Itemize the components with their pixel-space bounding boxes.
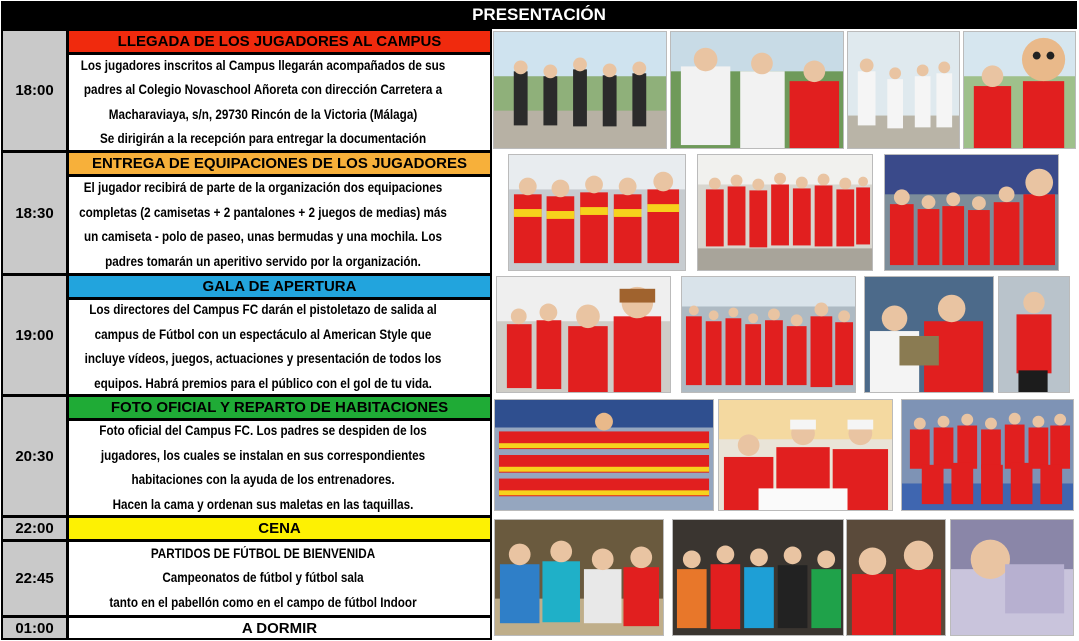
team-photo-icon [718,399,893,511]
description-line: jugadores, los cuales se instalan en sus correspondientes [100,447,426,463]
description-line: padres al Colegio Novaschool Añoreta con dirección Carretera a [83,82,443,97]
time-cell: 22:45 [1,540,68,617]
photo-strip-gala [492,274,1078,396]
description-line: Hacen la cama y ordenan sus maletas en las taquillas. [112,496,414,512]
arrival-photo-icon [963,31,1076,149]
description-line: completas (2 camisetas + 2 pantalones + 2 juegos de medias) más [79,204,447,220]
description-line: Los directores del Campus FC darán el pistoletazo de salida al [89,302,437,317]
section-header-gala: GALA DE APERTURA [67,274,492,299]
description-line: Campeonatos de fútbol y fútbol sala [162,570,364,586]
time-cell: 01:00 [1,616,68,640]
description-line: Se dirigirán a la recepción para entregar la documentación [99,131,427,146]
photo-strip-arrival [492,29,1078,152]
section-description-team-photo [67,419,492,517]
gala-photo-icon [681,276,856,393]
dinner-photo-icon [950,519,1074,636]
photo-strip-team-photo [492,395,1078,517]
description-line: PARTIDOS DE FÚTBOL DE BIENVENIDA [150,545,376,561]
time-cell: 18:00 [1,29,68,152]
dinner-photo-icon [494,519,664,636]
time-cell: 19:00 [1,274,68,396]
gala-photo-icon [496,276,671,393]
description-line: equipos. Habrá premios para el público con el gol de tu vida. [94,375,432,391]
page-title: PRESENTACIÓN [1,1,1077,29]
gala-photo-icon [864,276,994,393]
time-cell: 22:00 [1,516,68,541]
description-line: Foto oficial del Campus FC. Los padres se despiden de los [99,423,427,438]
section-header-equipment: ENTREGA DE EQUIPACIONES DE LOS JUGADORES [67,151,492,176]
description-line: El jugador recibirá de parte de la organización dos equipaciones [83,180,443,195]
equipment-photo-icon [697,154,873,271]
description-line: habitaciones con la ayuda de los entrenadores. [131,472,395,487]
section-header-dinner: CENA [67,516,492,541]
description-line: tanto en el pabellón como en el campo de fútbol Indoor [109,594,417,610]
section-header-sleep: A DORMIR [67,616,492,640]
arrival-photo-icon [493,31,667,149]
time-cell: 18:30 [1,151,68,275]
description-line: incluye vídeos, juegos, actuaciones y presentación de todos los [84,351,442,366]
dinner-photo-icon [846,519,946,636]
gala-photo-icon [998,276,1070,393]
equipment-photo-icon [508,154,686,271]
section-description-welcome-matches [67,540,492,617]
photo-strip-evening [492,516,1078,640]
time-cell: 20:30 [1,395,68,517]
team-photo-icon [901,399,1074,511]
arrival-photo-icon [670,31,844,149]
equipment-photo-icon [884,154,1059,271]
team-photo-icon [494,399,714,511]
arrival-photo-icon [847,31,960,149]
description-line: padres tomarán un aperitivo servido por la organización. [105,253,421,269]
description-line: Los jugadores inscritos al Campus llegarán acompañados de sus [80,57,446,73]
section-description-gala [67,298,492,396]
section-header-team-photo: FOTO OFICIAL Y REPARTO DE HABITACIONES [67,395,492,420]
description-line: un camiseta - polo de paseo, unas bermudas y una mochila. Los [83,229,442,244]
description-line: Macharaviaya, s/n, 29730 Rincón de la Victoria (Málaga) [108,106,418,122]
section-description-arrival [67,53,492,152]
description-line: campus de Fútbol con un espectáculo al American Style que [94,326,432,342]
dinner-photo-icon [672,519,844,636]
photo-strip-equipment [492,151,1078,275]
section-header-arrival: LLEGADA DE LOS JUGADORES AL CAMPUS [67,29,492,54]
section-description-equipment [67,175,492,275]
